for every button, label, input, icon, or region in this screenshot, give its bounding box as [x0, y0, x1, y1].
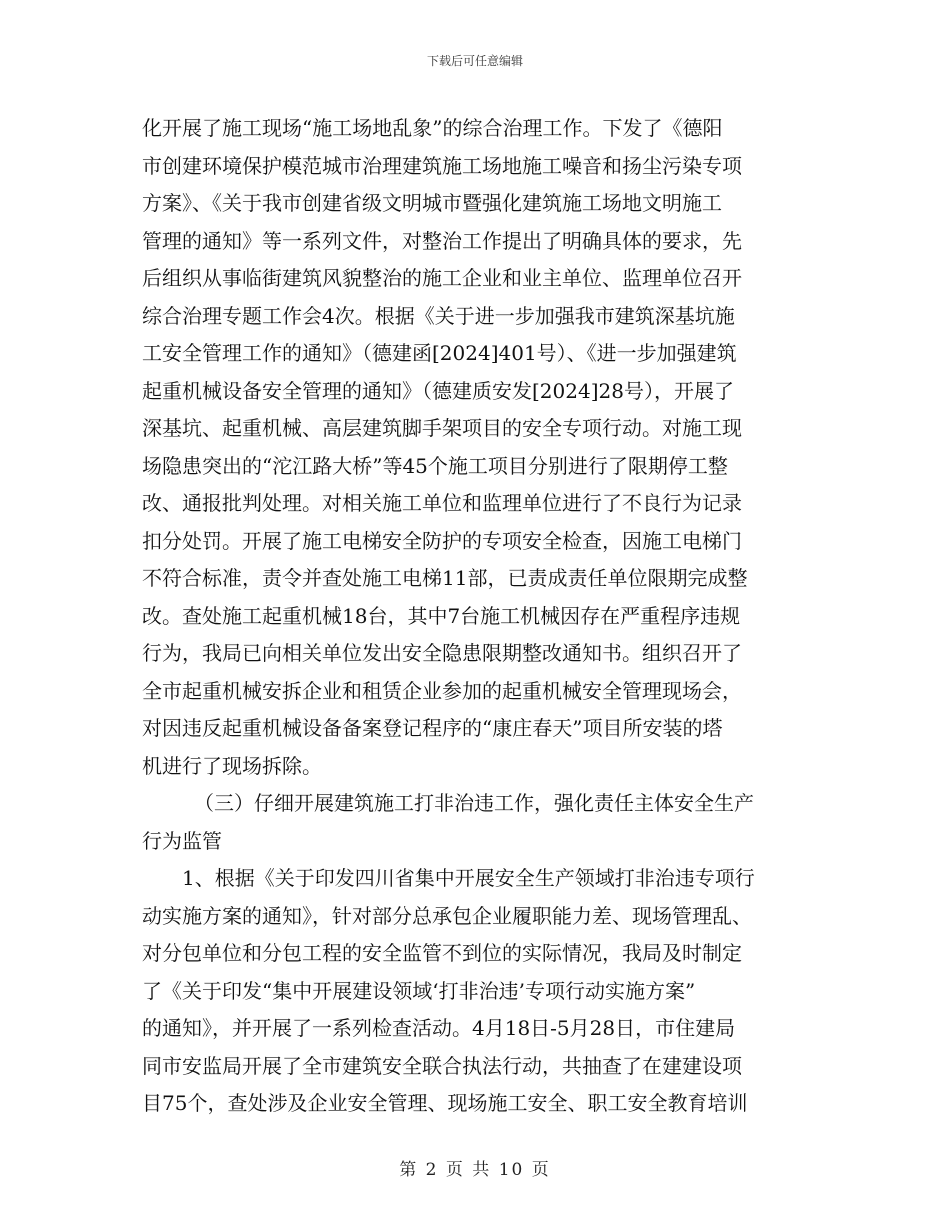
section-heading: （三）仔细开展建筑施工打非治违工作，强化责任主体安全生产 — [194, 791, 754, 815]
body-line: 扣分处罚。开展了施工电梯安全防护的专项安全检查，因施工电梯门 — [142, 528, 742, 553]
body-line: 改、通报批判处理。对相关施工单位和监理单位进行了不良行为记录 — [142, 491, 742, 515]
page-footer: 第 2 页 共 10 页 — [399, 1160, 551, 1180]
body-line: 管理的通知》等一系列文件，对整治工作提出了明确具体的要求，先 — [142, 228, 742, 253]
paragraph-line: 目75个，查处涉及企业安全管理、现场施工安全、职工安全教育培训 — [142, 1091, 748, 1115]
body-line: 后组织从事临街建筑风貌整治的施工企业和业主单位、监理单位召开 — [142, 266, 742, 290]
body-line: 改。查处施工起重机械18台，其中7台施工机械因存在严重程序违规 — [142, 603, 741, 628]
paragraph-line: 同市安监局开展了全市建筑安全联合执法行动，共抽查了在建建设项 — [142, 1053, 742, 1078]
body-line: 市创建环境保护模范城市治理建筑施工场地施工噪音和扬尘污染专项 — [142, 153, 742, 178]
body-line: 机进行了现场拆除。 — [142, 753, 322, 778]
paragraph-line: 的通知》，并开展了一系列检查活动。4月18日-5月28日，市住建局 — [142, 1016, 736, 1040]
body-line: 不符合标准，责令并查处施工电梯11部，已责成责任单位限期完成整 — [142, 566, 748, 590]
body-line: 起重机械设备安全管理的通知》（德建质安发[2024]28号），开展了 — [142, 378, 734, 403]
body-line: 对因违反起重机械设备备案登记程序的“康庄春天”项目所安装的塔 — [142, 716, 723, 740]
body-line: 方案》、《关于我市创建省级文明城市暨强化建筑施工场地文明施工 — [142, 191, 722, 215]
page-header: 下载后可任意编辑 — [426, 54, 523, 68]
body-line: 全市起重机械安拆企业和租赁企业参加的起重机械安全管理现场会， — [142, 678, 742, 703]
document-body — [142, 110, 814, 1123]
paragraph-line: 1、根据《关于印发四川省集中开展安全生产领域打非治违专项行 — [182, 866, 755, 890]
body-line: 场隐患突出的“沱江路大桥”等45个施工项目分别进行了限期停工整 — [142, 453, 728, 478]
section-heading-continued: 行为监管 — [142, 828, 222, 853]
body-line: 化开展了施工现场“施工场地乱象”的综合治理工作。下发了《德阳 — [142, 116, 723, 140]
body-line: 行为，我局已向相关单位发出安全隐患限期整改通知书。组织召开了 — [142, 641, 742, 665]
body-line: 综合治理专题工作会4次。根据《关于进一步加强我市建筑深基坑施 — [142, 303, 735, 328]
paragraph-line: 了《关于印发“集中开展建设领域‘打非治违’专项行动实施方案” — [142, 978, 696, 1003]
body-line: 深基坑、起重机械、高层建筑脚手架项目的安全专项行动。对施工现 — [142, 416, 742, 440]
paragraph-line: 动实施方案的通知》，针对部分总承包企业履职能力差、现场管理乱、 — [142, 903, 752, 928]
body-line: 工安全管理工作的通知》（德建函[2024]401号）、《进一步加强建筑 — [142, 341, 737, 365]
paragraph-line: 对分包单位和分包工程的安全监管不到位的实际情况，我局及时制定 — [142, 941, 742, 965]
